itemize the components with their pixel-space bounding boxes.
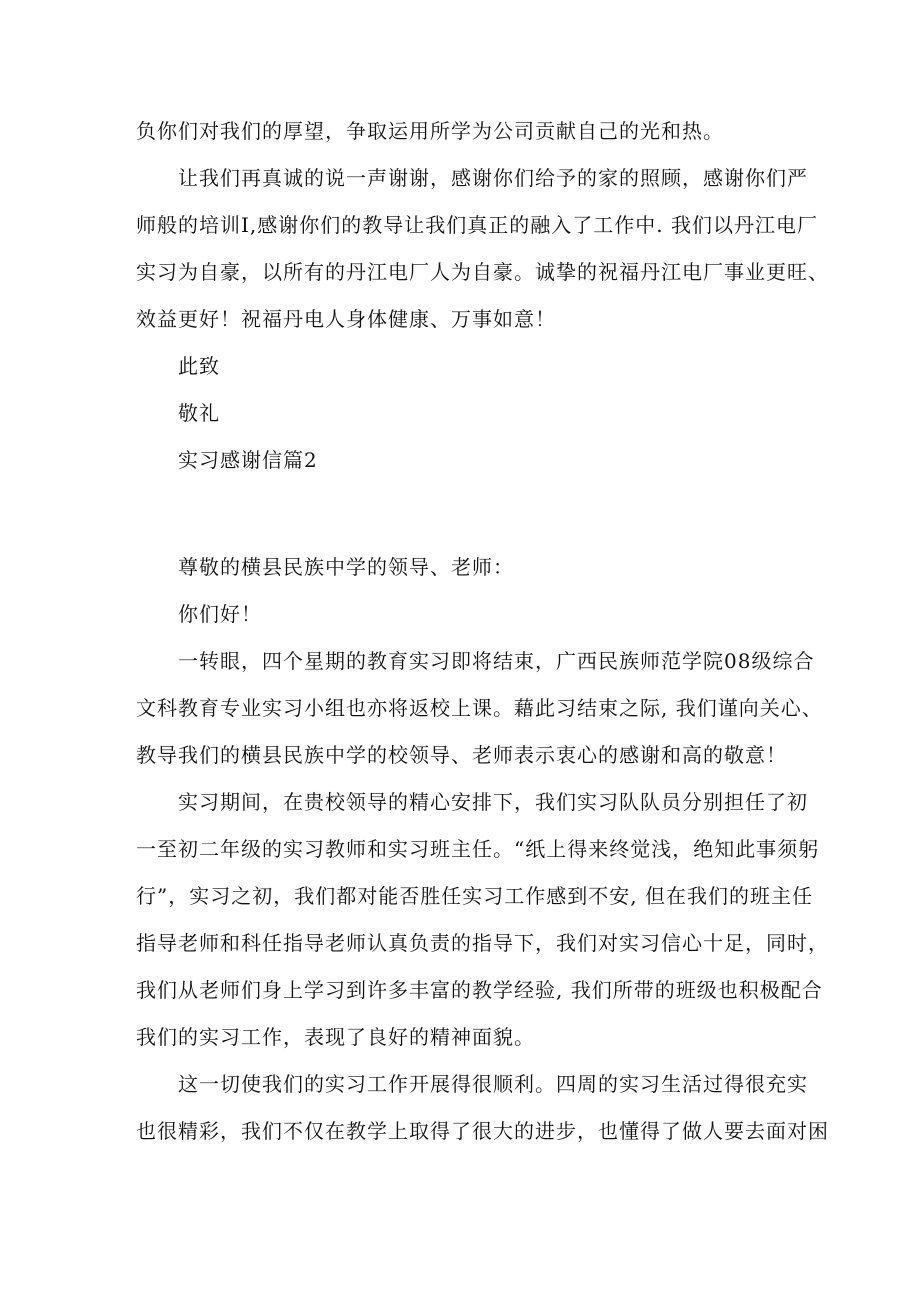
- paragraph-line: 师般的培训I,感谢你们的教导让我们真正的融入了工作中. 我们以丹江电厂: [136, 213, 818, 237]
- letter-greeting: 尊敬的横县民族中学的领导、老师：: [178, 555, 514, 579]
- paragraph-line: 实习为自豪，以所有的丹江电厂人为自豪。诚挚的祝福丹江电厂事业更旺、: [136, 260, 829, 284]
- paragraph-line: 实习期间，在贵校领导的精心安排下，我们实习队队员分别担任了初: [178, 790, 808, 814]
- paragraph-line: 我们的实习工作，表现了良好的精神面貌。: [136, 1025, 535, 1049]
- paragraph-line: 这一切使我们的实习工作开展得很顺利。四周的实习生活过得很充实: [178, 1072, 808, 1096]
- closing-salutation: 此致: [178, 354, 220, 378]
- letter-hello: 你们好！: [178, 602, 262, 626]
- paragraph-line: 行”，实习之初，我们都对能否胜任实习工作感到不安, 但在我们的班主任: [136, 884, 813, 908]
- paragraph-line: 一转眼，四个星期的教育实习即将结束，广西民族师范学院08级综合: [178, 649, 815, 673]
- paragraph-line: 效益更好！祝福丹电人身体健康、万事如意！: [136, 307, 556, 331]
- paragraph-line: 负你们对我们的厚望，争取运用所学为公司贡献自己的光和热。: [136, 119, 724, 143]
- paragraph-line: 让我们再真诚的说一声谢谢，感谢你们给予的家的照顾，感谢你们严: [178, 166, 808, 190]
- letter-section-1: [136, 108, 829, 484]
- letter-section-2: [136, 544, 829, 1155]
- closing-regards: 敬礼: [178, 401, 220, 425]
- paragraph-line: 文科教育专业实习小组也亦将返校上课。藉此习结束之际, 我们谨向关心、: [136, 696, 823, 720]
- paragraph-line: 也很精彩，我们不仅在教学上取得了很大的进步，也懂得了做人要去面对困: [136, 1119, 829, 1143]
- paragraph-line: 我们从老师们身上学习到许多丰富的教学经验, 我们所带的班级也积极配合: [136, 978, 823, 1002]
- paragraph-line: 指导老师和科任指导老师认真负责的指导下，我们对实习信心十足，同时，: [136, 931, 829, 955]
- paragraph-line: 一至初二年级的实习教师和实习班主任。“纸上得来终觉浅，绝知此事须躬: [136, 837, 820, 861]
- paragraph-line: 教导我们的横县民族中学的校领导、老师表示衷心的感谢和高的敬意！: [136, 743, 787, 767]
- section-heading: 实习感谢信篇2: [178, 448, 318, 472]
